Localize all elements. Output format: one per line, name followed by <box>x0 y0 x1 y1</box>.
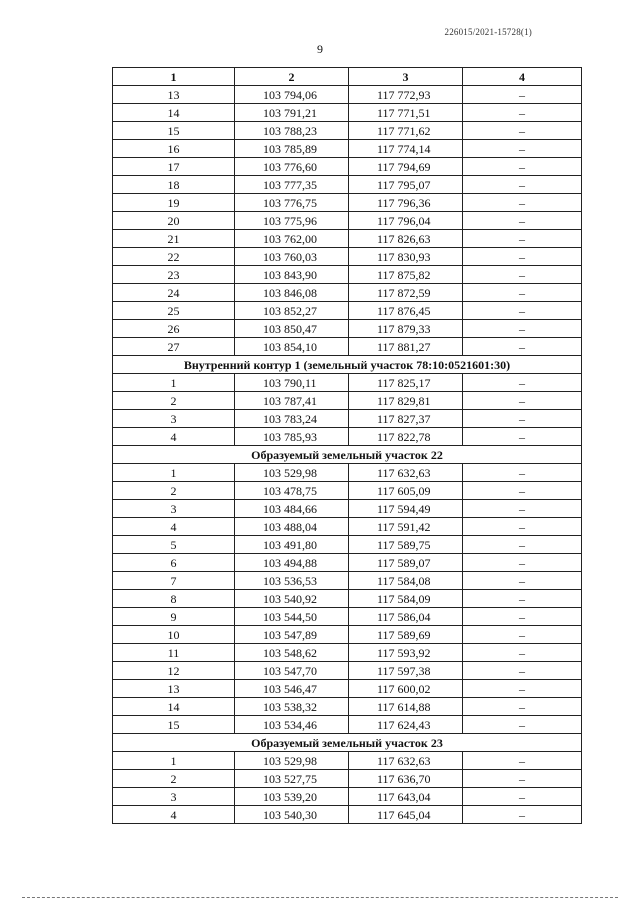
table-row <box>113 158 582 176</box>
note-cell: – <box>463 194 582 212</box>
x-coordinate-cell: 103 762,00 <box>235 230 349 248</box>
point-number-cell: 2 <box>113 392 235 410</box>
y-coordinate-cell: 117 796,04 <box>349 212 463 230</box>
point-number-cell: 7 <box>113 572 235 590</box>
y-coordinate-cell: 117 614,88 <box>349 698 463 716</box>
point-number-cell: 21 <box>113 230 235 248</box>
table-row <box>113 374 582 392</box>
table-row <box>113 284 582 302</box>
x-coordinate-cell: 103 854,10 <box>235 338 349 356</box>
x-coordinate-cell: 103 491,80 <box>235 536 349 554</box>
point-number-cell: 2 <box>113 482 235 500</box>
point-number-cell: 23 <box>113 266 235 284</box>
x-coordinate-cell: 103 783,24 <box>235 410 349 428</box>
y-coordinate-cell: 117 593,92 <box>349 644 463 662</box>
footer-divider <box>22 897 618 898</box>
note-cell: – <box>463 518 582 536</box>
y-coordinate-cell: 117 589,07 <box>349 554 463 572</box>
note-cell: – <box>463 644 582 662</box>
note-cell: – <box>463 770 582 788</box>
table-row <box>113 518 582 536</box>
section-header-row <box>113 356 582 374</box>
table-row <box>113 608 582 626</box>
note-cell: – <box>463 302 582 320</box>
section-title: Образуемый земельный участок 22 <box>113 446 582 464</box>
point-number-cell: 6 <box>113 554 235 572</box>
section-header-row <box>113 734 582 752</box>
y-coordinate-cell: 117 589,69 <box>349 626 463 644</box>
note-cell: – <box>463 464 582 482</box>
table-row <box>113 698 582 716</box>
x-coordinate-cell: 103 787,41 <box>235 392 349 410</box>
point-number-cell: 20 <box>113 212 235 230</box>
y-coordinate-cell: 117 772,93 <box>349 86 463 104</box>
point-number-cell: 19 <box>113 194 235 212</box>
point-number-cell: 4 <box>113 518 235 536</box>
note-cell: – <box>463 572 582 590</box>
table-row <box>113 212 582 230</box>
y-coordinate-cell: 117 875,82 <box>349 266 463 284</box>
note-cell: – <box>463 140 582 158</box>
y-coordinate-cell: 117 796,36 <box>349 194 463 212</box>
note-cell: – <box>463 482 582 500</box>
x-coordinate-cell: 103 488,04 <box>235 518 349 536</box>
x-coordinate-cell: 103 850,47 <box>235 320 349 338</box>
table-row <box>113 680 582 698</box>
x-coordinate-cell: 103 776,75 <box>235 194 349 212</box>
point-number-cell: 14 <box>113 698 235 716</box>
x-coordinate-cell: 103 785,89 <box>235 140 349 158</box>
table-row <box>113 590 582 608</box>
point-number-cell: 25 <box>113 302 235 320</box>
note-cell: – <box>463 716 582 734</box>
y-coordinate-cell: 117 589,75 <box>349 536 463 554</box>
table-row <box>113 788 582 806</box>
y-coordinate-cell: 117 632,63 <box>349 752 463 770</box>
point-number-cell: 4 <box>113 806 235 824</box>
column-header: 4 <box>463 68 582 86</box>
note-cell: – <box>463 554 582 572</box>
x-coordinate-cell: 103 536,53 <box>235 572 349 590</box>
y-coordinate-cell: 117 645,04 <box>349 806 463 824</box>
x-coordinate-cell: 103 546,47 <box>235 680 349 698</box>
y-coordinate-cell: 117 881,27 <box>349 338 463 356</box>
table-row <box>113 122 582 140</box>
point-number-cell: 27 <box>113 338 235 356</box>
note-cell: – <box>463 212 582 230</box>
y-coordinate-cell: 117 594,49 <box>349 500 463 518</box>
table-row <box>113 320 582 338</box>
y-coordinate-cell: 117 624,43 <box>349 716 463 734</box>
x-coordinate-cell: 103 529,98 <box>235 752 349 770</box>
table-row <box>113 770 582 788</box>
table-row <box>113 248 582 266</box>
y-coordinate-cell: 117 826,63 <box>349 230 463 248</box>
table-row <box>113 572 582 590</box>
point-number-cell: 16 <box>113 140 235 158</box>
y-coordinate-cell: 117 584,08 <box>349 572 463 590</box>
table-row <box>113 464 582 482</box>
y-coordinate-cell: 117 825,17 <box>349 374 463 392</box>
column-header: 3 <box>349 68 463 86</box>
note-cell: – <box>463 266 582 284</box>
x-coordinate-cell: 103 547,70 <box>235 662 349 680</box>
note-cell: – <box>463 248 582 266</box>
x-coordinate-cell: 103 547,89 <box>235 626 349 644</box>
note-cell: – <box>463 122 582 140</box>
point-number-cell: 4 <box>113 428 235 446</box>
y-coordinate-cell: 117 771,51 <box>349 104 463 122</box>
note-cell: – <box>463 374 582 392</box>
note-cell: – <box>463 752 582 770</box>
note-cell: – <box>463 230 582 248</box>
point-number-cell: 8 <box>113 590 235 608</box>
y-coordinate-cell: 117 600,02 <box>349 680 463 698</box>
coordinates-table-body <box>113 68 582 824</box>
x-coordinate-cell: 103 794,06 <box>235 86 349 104</box>
table-row <box>113 644 582 662</box>
point-number-cell: 17 <box>113 158 235 176</box>
point-number-cell: 13 <box>113 680 235 698</box>
note-cell: – <box>463 338 582 356</box>
table-row <box>113 482 582 500</box>
x-coordinate-cell: 103 538,32 <box>235 698 349 716</box>
x-coordinate-cell: 103 534,46 <box>235 716 349 734</box>
point-number-cell: 15 <box>113 122 235 140</box>
note-cell: – <box>463 176 582 194</box>
coordinates-table <box>112 67 582 824</box>
point-number-cell: 1 <box>113 752 235 770</box>
y-coordinate-cell: 117 643,04 <box>349 788 463 806</box>
table-row <box>113 338 582 356</box>
y-coordinate-cell: 117 827,37 <box>349 410 463 428</box>
y-coordinate-cell: 117 794,69 <box>349 158 463 176</box>
x-coordinate-cell: 103 548,62 <box>235 644 349 662</box>
point-number-cell: 24 <box>113 284 235 302</box>
note-cell: – <box>463 500 582 518</box>
table-row <box>113 806 582 824</box>
table-row <box>113 428 582 446</box>
table-row <box>113 536 582 554</box>
point-number-cell: 11 <box>113 644 235 662</box>
note-cell: – <box>463 284 582 302</box>
point-number-cell: 1 <box>113 374 235 392</box>
note-cell: – <box>463 410 582 428</box>
x-coordinate-cell: 103 785,93 <box>235 428 349 446</box>
x-coordinate-cell: 103 777,35 <box>235 176 349 194</box>
y-coordinate-cell: 117 584,09 <box>349 590 463 608</box>
page-number: 9 <box>317 42 323 56</box>
table-row <box>113 302 582 320</box>
table-row <box>113 194 582 212</box>
table-row <box>113 752 582 770</box>
x-coordinate-cell: 103 846,08 <box>235 284 349 302</box>
table-row <box>113 104 582 122</box>
note-cell: – <box>463 392 582 410</box>
x-coordinate-cell: 103 484,66 <box>235 500 349 518</box>
note-cell: – <box>463 536 582 554</box>
table-row <box>113 554 582 572</box>
x-coordinate-cell: 103 843,90 <box>235 266 349 284</box>
y-coordinate-cell: 117 795,07 <box>349 176 463 194</box>
x-coordinate-cell: 103 852,27 <box>235 302 349 320</box>
x-coordinate-cell: 103 790,11 <box>235 374 349 392</box>
note-cell: – <box>463 104 582 122</box>
note-cell: – <box>463 590 582 608</box>
y-coordinate-cell: 117 632,63 <box>349 464 463 482</box>
x-coordinate-cell: 103 540,92 <box>235 590 349 608</box>
x-coordinate-cell: 103 775,96 <box>235 212 349 230</box>
point-number-cell: 12 <box>113 662 235 680</box>
note-cell: – <box>463 662 582 680</box>
table-row <box>113 716 582 734</box>
point-number-cell: 3 <box>113 788 235 806</box>
x-coordinate-cell: 103 529,98 <box>235 464 349 482</box>
x-coordinate-cell: 103 760,03 <box>235 248 349 266</box>
table-row <box>113 410 582 428</box>
table-row <box>113 392 582 410</box>
y-coordinate-cell: 117 830,93 <box>349 248 463 266</box>
table-row <box>113 86 582 104</box>
y-coordinate-cell: 117 591,42 <box>349 518 463 536</box>
y-coordinate-cell: 117 605,09 <box>349 482 463 500</box>
section-header-row <box>113 446 582 464</box>
y-coordinate-cell: 117 829,81 <box>349 392 463 410</box>
x-coordinate-cell: 103 776,60 <box>235 158 349 176</box>
note-cell: – <box>463 86 582 104</box>
note-cell: – <box>463 788 582 806</box>
note-cell: – <box>463 428 582 446</box>
column-header: 1 <box>113 68 235 86</box>
y-coordinate-cell: 117 774,14 <box>349 140 463 158</box>
table-row <box>113 626 582 644</box>
table-row <box>113 662 582 680</box>
point-number-cell: 14 <box>113 104 235 122</box>
x-coordinate-cell: 103 540,30 <box>235 806 349 824</box>
y-coordinate-cell: 117 876,45 <box>349 302 463 320</box>
x-coordinate-cell: 103 527,75 <box>235 770 349 788</box>
note-cell: – <box>463 320 582 338</box>
table-row <box>113 266 582 284</box>
y-coordinate-cell: 117 822,78 <box>349 428 463 446</box>
x-coordinate-cell: 103 544,50 <box>235 608 349 626</box>
y-coordinate-cell: 117 636,70 <box>349 770 463 788</box>
point-number-cell: 3 <box>113 410 235 428</box>
point-number-cell: 10 <box>113 626 235 644</box>
point-number-cell: 13 <box>113 86 235 104</box>
note-cell: – <box>463 608 582 626</box>
note-cell: – <box>463 626 582 644</box>
document-number: 226015/2021-15728(1) <box>444 27 532 37</box>
point-number-cell: 1 <box>113 464 235 482</box>
point-number-cell: 2 <box>113 770 235 788</box>
point-number-cell: 26 <box>113 320 235 338</box>
note-cell: – <box>463 698 582 716</box>
x-coordinate-cell: 103 494,88 <box>235 554 349 572</box>
point-number-cell: 15 <box>113 716 235 734</box>
x-coordinate-cell: 103 788,23 <box>235 122 349 140</box>
column-header: 2 <box>235 68 349 86</box>
section-title: Образуемый земельный участок 23 <box>113 734 582 752</box>
point-number-cell: 5 <box>113 536 235 554</box>
table-row <box>113 500 582 518</box>
note-cell: – <box>463 680 582 698</box>
note-cell: – <box>463 158 582 176</box>
y-coordinate-cell: 117 597,38 <box>349 662 463 680</box>
x-coordinate-cell: 103 478,75 <box>235 482 349 500</box>
table-row <box>113 176 582 194</box>
y-coordinate-cell: 117 771,62 <box>349 122 463 140</box>
section-title: Внутренний контур 1 (земельный участок 78:10:0521601:30) <box>113 356 582 374</box>
point-number-cell: 9 <box>113 608 235 626</box>
note-cell: – <box>463 806 582 824</box>
point-number-cell: 3 <box>113 500 235 518</box>
x-coordinate-cell: 103 539,20 <box>235 788 349 806</box>
table-row <box>113 230 582 248</box>
point-number-cell: 22 <box>113 248 235 266</box>
y-coordinate-cell: 117 586,04 <box>349 608 463 626</box>
y-coordinate-cell: 117 879,33 <box>349 320 463 338</box>
table-header-row <box>113 68 582 86</box>
table-row <box>113 140 582 158</box>
x-coordinate-cell: 103 791,21 <box>235 104 349 122</box>
point-number-cell: 18 <box>113 176 235 194</box>
y-coordinate-cell: 117 872,59 <box>349 284 463 302</box>
